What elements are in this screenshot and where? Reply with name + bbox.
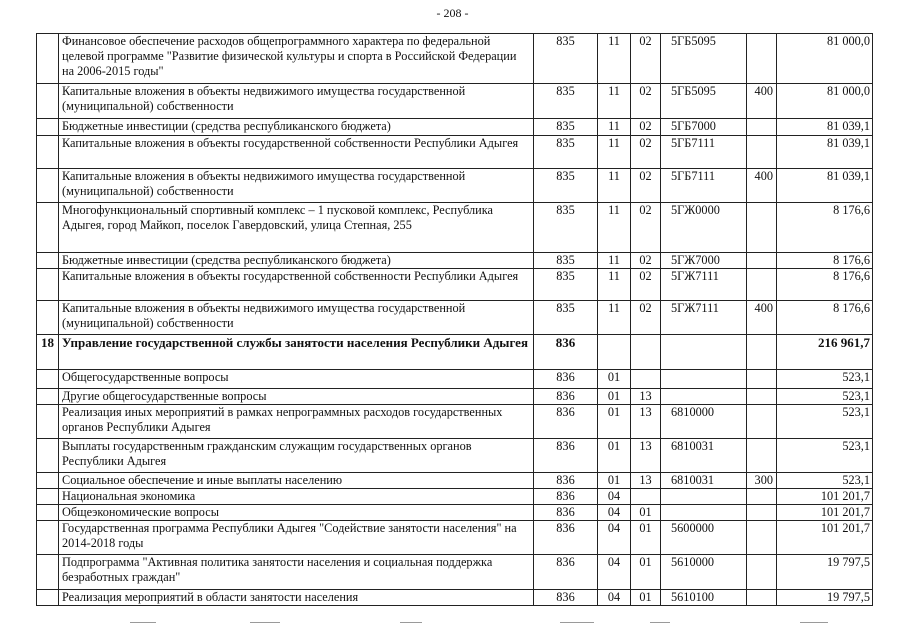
code-gr-cell: 835 [534,84,598,119]
code-csr-cell: 6810031 [661,473,747,489]
code-vr-cell: 400 [747,301,777,335]
code-gr-cell: 836 [534,473,598,489]
code-pr-cell: 02 [631,169,661,203]
code-vr-cell [747,521,777,555]
code-csr-cell: 5ГЖ7000 [661,253,747,269]
code-rz-cell: 04 [598,590,631,606]
row-number-cell [37,269,59,301]
row-number-cell [37,439,59,473]
row-number-cell [37,473,59,489]
code-gr-cell: 835 [534,169,598,203]
code-vr-cell [747,555,777,590]
code-pr-cell: 01 [631,590,661,606]
code-gr-cell: 835 [534,203,598,253]
amount-cell: 81 039,1 [777,136,873,169]
code-vr-cell [747,136,777,169]
amount-cell: 523,1 [777,389,873,405]
row-number-cell [37,405,59,439]
item-name-cell: Бюджетные инвестиции (средства республиканского бюджета) [59,253,534,269]
code-vr-cell [747,489,777,505]
row-number-cell [37,521,59,555]
code-gr-cell: 836 [534,439,598,473]
code-pr-cell: 02 [631,301,661,335]
code-csr-cell: 5ГЖ0000 [661,203,747,253]
amount-cell: 8 176,6 [777,301,873,335]
code-pr-cell: 13 [631,405,661,439]
code-gr-cell: 836 [534,370,598,389]
table-row [37,169,873,203]
item-name-cell: Другие общегосударственные вопросы [59,389,534,405]
amount-cell: 523,1 [777,370,873,389]
row-number-cell [37,119,59,136]
code-rz-cell: 01 [598,439,631,473]
code-pr-cell: 13 [631,473,661,489]
code-vr-cell: 300 [747,473,777,489]
code-pr-cell: 01 [631,555,661,590]
table-row [37,473,873,489]
code-gr-cell: 836 [534,389,598,405]
code-pr-cell [631,370,661,389]
item-name-cell: Капитальные вложения в объекты недвижимого имущества государственной (муниципальной) собственности [59,301,534,335]
amount-cell: 523,1 [777,405,873,439]
item-name-cell: Капитальные вложения в объекты государственной собственности Республики Адыгея [59,136,534,169]
code-vr-cell [747,439,777,473]
table-row [37,389,873,405]
code-rz-cell: 01 [598,389,631,405]
table-row [37,253,873,269]
table-row [37,119,873,136]
code-csr-cell: 5610100 [661,590,747,606]
table-row [37,439,873,473]
code-csr-cell: 5ГБ7111 [661,169,747,203]
code-rz-cell: 11 [598,253,631,269]
row-number-cell [37,136,59,169]
amount-cell: 8 176,6 [777,269,873,301]
amount-cell: 523,1 [777,439,873,473]
item-name-cell: Социальное обеспечение и иные выплаты населению [59,473,534,489]
code-pr-cell: 02 [631,253,661,269]
table-row [37,370,873,389]
code-gr-cell: 836 [534,405,598,439]
item-name-cell: Бюджетные инвестиции (средства республиканского бюджета) [59,119,534,136]
item-name-cell: Многофункциональный спортивный комплекс – 1 пусковой комплекс, Республика Адыгея, город Майкоп, поселок Гавердовский, улица Степная, 255 [59,203,534,253]
code-rz-cell: 04 [598,555,631,590]
amount-cell: 19 797,5 [777,555,873,590]
code-rz-cell: 04 [598,489,631,505]
code-rz-cell [598,335,631,370]
code-gr-cell: 835 [534,34,598,84]
row-number-cell [37,253,59,269]
item-name-cell: Государственная программа Республики Адыгея "Содействие занятости населения" на 2014-2018 годы [59,521,534,555]
code-csr-cell: 5600000 [661,521,747,555]
code-rz-cell: 04 [598,521,631,555]
row-number-cell [37,370,59,389]
code-gr-cell: 835 [534,136,598,169]
table-row [37,521,873,555]
row-number-cell [37,301,59,335]
code-pr-cell: 01 [631,521,661,555]
item-name-cell: Капитальные вложения в объекты недвижимого имущества государственной (муниципальной) собственности [59,169,534,203]
code-vr-cell [747,405,777,439]
code-csr-cell: 5610000 [661,555,747,590]
code-pr-cell: 02 [631,136,661,169]
code-pr-cell: 02 [631,84,661,119]
table-row [37,555,873,590]
code-rz-cell: 11 [598,84,631,119]
code-rz-cell: 11 [598,269,631,301]
row-number-cell: 18 [37,335,59,370]
code-rz-cell: 11 [598,203,631,253]
code-rz-cell: 01 [598,405,631,439]
code-csr-cell [661,335,747,370]
code-gr-cell: 836 [534,489,598,505]
code-csr-cell: 5ГБ7111 [661,136,747,169]
row-number-cell [37,489,59,505]
code-pr-cell: 02 [631,203,661,253]
page-number: - 208 - [436,6,469,20]
item-name-cell: Национальная экономика [59,489,534,505]
code-vr-cell [747,34,777,84]
table-row [37,505,873,521]
row-number-cell [37,389,59,405]
table-row [37,269,873,301]
table-row [37,203,873,253]
code-vr-cell [747,203,777,253]
row-number-cell [37,84,59,119]
item-name-cell: Капитальные вложения в объекты государственной собственности Республики Адыгея [59,269,534,301]
code-rz-cell: 11 [598,34,631,84]
code-csr-cell: 6810000 [661,405,747,439]
amount-cell: 81 039,1 [777,119,873,136]
code-gr-cell: 835 [534,269,598,301]
code-gr-cell: 835 [534,301,598,335]
code-gr-cell: 836 [534,555,598,590]
code-vr-cell: 400 [747,169,777,203]
code-vr-cell [747,253,777,269]
code-rz-cell: 11 [598,169,631,203]
item-name-cell: Подпрограмма "Активная политика занятости населения и социальная поддержка безработных граждан" [59,555,534,590]
table-body [37,34,873,606]
table-row [37,335,873,370]
row-number-cell [37,505,59,521]
code-csr-cell: 5ГЖ7111 [661,269,747,301]
code-csr-cell [661,389,747,405]
code-gr-cell: 836 [534,521,598,555]
code-vr-cell: 400 [747,84,777,119]
table-row [37,590,873,606]
row-number-cell [37,169,59,203]
code-rz-cell: 01 [598,473,631,489]
row-number-cell [37,34,59,84]
item-name-cell: Общегосударственные вопросы [59,370,534,389]
amount-cell: 19 797,5 [777,590,873,606]
code-rz-cell: 04 [598,505,631,521]
code-rz-cell: 01 [598,370,631,389]
code-vr-cell [747,389,777,405]
row-number-cell [37,555,59,590]
code-pr-cell: 13 [631,439,661,473]
code-rz-cell: 11 [598,301,631,335]
code-gr-cell: 836 [534,590,598,606]
code-csr-cell: 6810031 [661,439,747,473]
code-pr-cell: 02 [631,34,661,84]
amount-cell: 8 176,6 [777,203,873,253]
code-gr-cell: 835 [534,253,598,269]
code-rz-cell: 11 [598,119,631,136]
next-page-edge [0,616,905,640]
code-vr-cell [747,335,777,370]
code-pr-cell: 02 [631,269,661,301]
amount-cell: 216 961,7 [777,335,873,370]
amount-cell: 8 176,6 [777,253,873,269]
item-name-cell: Реализация иных мероприятий в рамках непрограммных расходов государственных органов Республики Адыгея [59,405,534,439]
item-name-cell: Общеэкономические вопросы [59,505,534,521]
code-vr-cell [747,119,777,136]
amount-cell: 81 000,0 [777,34,873,84]
code-rz-cell: 11 [598,136,631,169]
table-row [37,405,873,439]
budget-table [36,33,873,606]
code-gr-cell: 836 [534,505,598,521]
code-pr-cell [631,489,661,505]
item-name-cell: Управление государственной службы занятости населения Республики Адыгея [59,335,534,370]
code-vr-cell [747,269,777,301]
table-row [37,301,873,335]
code-vr-cell [747,590,777,606]
amount-cell: 101 201,7 [777,505,873,521]
amount-cell: 81 000,0 [777,84,873,119]
code-csr-cell: 5ГБ7000 [661,119,747,136]
item-name-cell: Выплаты государственным гражданским служащим государственных органов Республики Адыгея [59,439,534,473]
table-row [37,84,873,119]
code-csr-cell: 5ГБ5095 [661,34,747,84]
table-row [37,34,873,84]
code-csr-cell: 5ГЖ7111 [661,301,747,335]
amount-cell: 523,1 [777,473,873,489]
code-gr-cell: 835 [534,119,598,136]
item-name-cell: Капитальные вложения в объекты недвижимого имущества государственной (муниципальной) собственности [59,84,534,119]
code-csr-cell [661,489,747,505]
table-row [37,489,873,505]
row-number-cell [37,203,59,253]
amount-cell: 101 201,7 [777,489,873,505]
table-row [37,136,873,169]
code-pr-cell [631,335,661,370]
code-csr-cell [661,505,747,521]
row-number-cell [37,590,59,606]
code-csr-cell [661,370,747,389]
code-csr-cell: 5ГБ5095 [661,84,747,119]
amount-cell: 81 039,1 [777,169,873,203]
code-vr-cell [747,505,777,521]
code-pr-cell: 13 [631,389,661,405]
amount-cell: 101 201,7 [777,521,873,555]
item-name-cell: Реализация мероприятий в области занятости населения [59,590,534,606]
code-pr-cell: 01 [631,505,661,521]
code-vr-cell [747,370,777,389]
code-gr-cell: 836 [534,335,598,370]
item-name-cell: Финансовое обеспечение расходов общепрограммного характера по федеральной целевой программе "Развитие физической культуры и спорта в Российской Федерации на 2006-2015 годы" [59,34,534,84]
code-pr-cell: 02 [631,119,661,136]
